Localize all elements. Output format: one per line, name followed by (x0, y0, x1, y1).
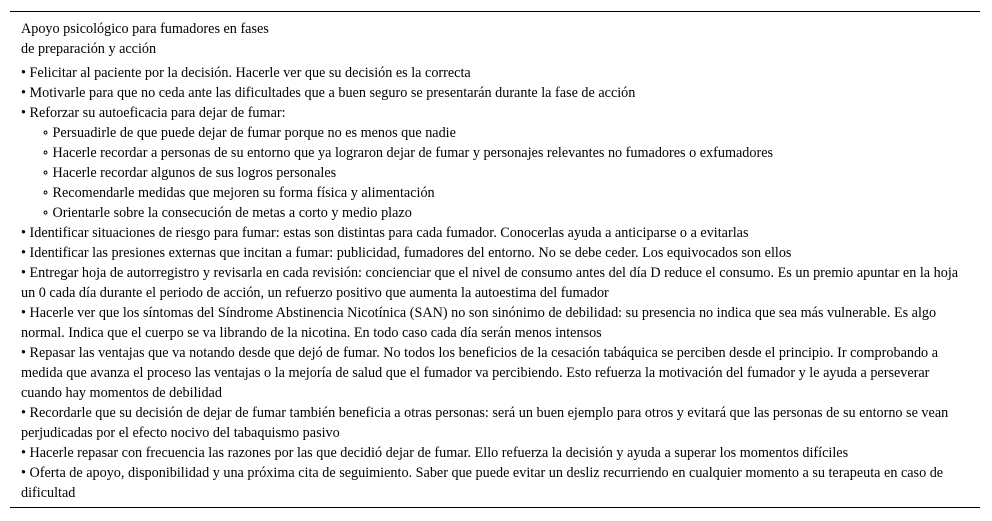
sub-list-item-text: Orientarle sobre la consecución de metas a corto y medio plazo (52, 205, 412, 221)
table-title-line-2: de preparación y acción (21, 41, 157, 57)
bullet-icon: • (21, 65, 26, 81)
list-item-text: Hacerle repasar con frecuencia las razones por las que decidió dejar de fumar. Ello refuerza la decisión y ayuda a superar los momentos difíciles (29, 445, 849, 461)
list-item-text: Motivarle para que no ceda ante las dificultades que a buen seguro se presentarán durante la fase de acción (29, 85, 636, 101)
sub-bullet-icon: ∘ (42, 165, 49, 181)
bullet-icon: • (21, 85, 26, 101)
list-item-text: Identificar situaciones de riesgo para fumar: estas son distintas para cada fumador. Conocerlas ayuda a anticiparse o a evitarlas (29, 225, 749, 241)
bullet-list (21, 63, 966, 503)
bullet-icon: • (21, 265, 26, 281)
bullet-icon: • (21, 245, 26, 261)
list-item (21, 263, 966, 303)
bullet-icon: • (21, 105, 26, 121)
bullet-icon: • (21, 465, 26, 481)
list-item-text: Hacerle ver que los síntomas del Síndrome Abstinencia Nicotínica (SAN) no son sinónimo de debilidad: su presencia no indica que sea más vulnerable. Es algo normal. Indica que el cuerpo se va librando de la nicotina. En todo caso cada día serán menos intensos (21, 305, 937, 341)
sub-list (21, 123, 966, 223)
sub-list-item (42, 143, 966, 163)
sub-list-item-text: Persuadirle de que puede dejar de fumar porque no es menos que nadie (52, 125, 456, 141)
sub-bullet-icon: ∘ (42, 125, 49, 141)
sub-list-item-text: Hacerle recordar algunos de sus logros personales (52, 165, 337, 181)
bullet-icon: • (21, 345, 26, 361)
list-item-text: Recordarle que su decisión de dejar de fumar también beneficia a otras personas: será un buen ejemplo para otros y evitará que las personas de su entorno se vean perjudicadas por el efecto nocivo del tabaquismo pasivo (21, 405, 949, 441)
list-item (21, 343, 966, 403)
list-item (21, 463, 966, 503)
bullet-icon: • (21, 225, 26, 241)
list-item-text: Reforzar su autoeficacia para dejar de fumar: (29, 105, 286, 121)
list-item-text: Repasar las ventajas que va notando desde que dejó de fumar. No todos los beneficios de la cesación tabáquica se perciben desde el principio. Ir comprobando a medida que avanza el proceso las ventajas o la mejoría de salud que el fumador va percibiendo. Esto refuerza la motivación del fumador y le ayuda a perseverar cuando hay momentos de debilidad (21, 345, 938, 401)
sub-bullet-icon: ∘ (42, 145, 49, 161)
sub-list-item-text: Hacerle recordar a personas de su entorno que ya lograron dejar de fumar y personajes relevantes no fumadores o exfumadores (52, 145, 774, 161)
list-item (21, 403, 966, 443)
table-title (21, 19, 269, 59)
list-item-text: Identificar las presiones externas que incitan a fumar: publicidad, fumadores del entorno. No se debe ceder. Los equivocados son ellos (29, 245, 792, 261)
sub-list-item (42, 203, 966, 223)
list-item-text: Felicitar al paciente por la decisión. Hacerle ver que su decisión es la correcta (29, 65, 471, 81)
bullet-icon: • (21, 305, 26, 321)
sub-list-item (42, 123, 966, 143)
list-item (21, 443, 966, 463)
table-title-line-1: Apoyo psicológico para fumadores en fases (21, 21, 269, 37)
list-item (21, 303, 966, 343)
sub-list-item (42, 163, 966, 183)
table-frame (10, 11, 980, 508)
list-item-text: Oferta de apoyo, disponibilidad y una próxima cita de seguimiento. Saber que puede evitar un desliz recurriendo en cualquier momento a su terapeuta en caso de dificultad (21, 465, 944, 501)
bullet-icon: • (21, 445, 26, 461)
list-item-text: Entregar hoja de autorregistro y revisarla en cada revisión: concienciar que el nivel de consumo antes del día D reduce el consumo. Es un premio apuntar en la hoja un 0 cada día durante el periodo de acción, un refuerzo positivo que aumenta la autoestima del fumador (21, 265, 959, 301)
list-item (21, 83, 966, 103)
list-item (21, 103, 966, 223)
sub-bullet-icon: ∘ (42, 205, 49, 221)
bullet-icon: • (21, 405, 26, 421)
list-item (21, 63, 966, 83)
list-item (21, 223, 966, 243)
sub-bullet-icon: ∘ (42, 185, 49, 201)
list-item (21, 243, 966, 263)
sub-list-item (42, 183, 966, 203)
sub-list-item-text: Recomendarle medidas que mejoren su forma física y alimentación (52, 185, 435, 201)
